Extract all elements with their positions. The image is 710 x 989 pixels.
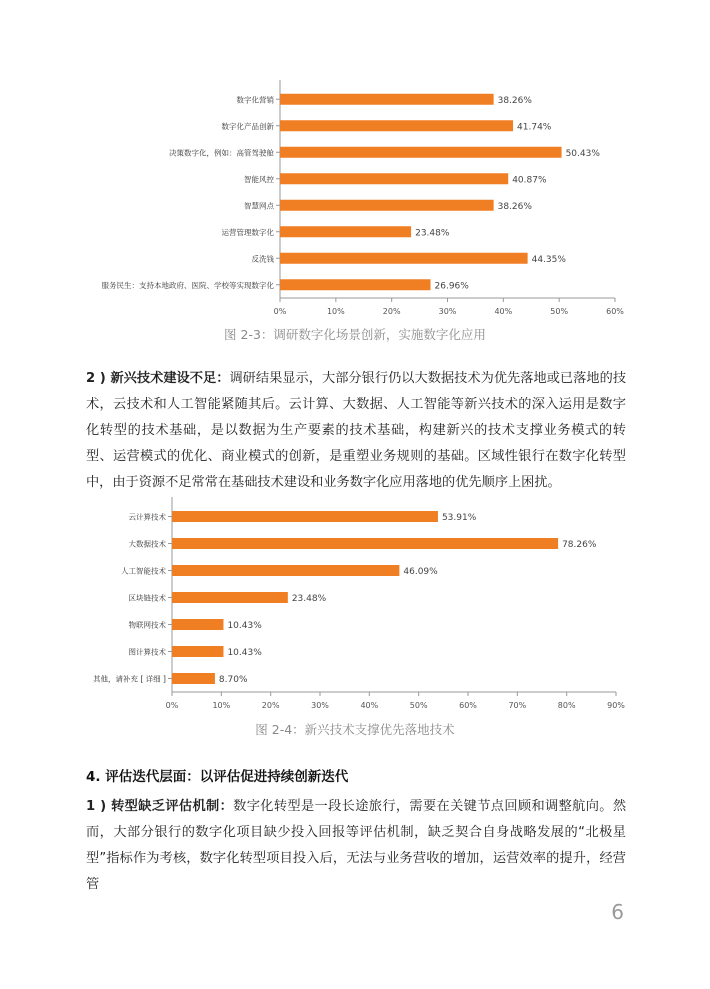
category-label: 图计算技术 — [128, 647, 166, 657]
value-label: 46.09% — [403, 567, 438, 577]
x-tick-label: 10% — [212, 701, 231, 710]
section1-lead: 1 ) 转型缺乏评估机制： — [86, 799, 234, 814]
category-label: 数字化营销 — [236, 95, 274, 105]
category-label: 物联网技术 — [128, 620, 166, 630]
section2-body: 调研结果显示，大部分银行仍以大数据技术为优先落地或已落地的技术，云技术和人工智能紧随其后。云计算、大数据、人工智能等新兴技术的深入运用是数字化转型的技术基础，是以数据为生产要素的技术基础，构建新兴的技术支撑业务模式的转型、运营模式的优化、商业模式的创新，是重塑业务规则的基础。区域性银行在数字化转型中，由于资源不足常常在基础技术建设和业务数字化应用落地的优先顺序上困扰。 — [86, 371, 627, 490]
bar — [280, 226, 411, 237]
value-label: 8.70% — [218, 675, 248, 685]
category-label: 反洗钱 — [251, 254, 274, 264]
category-label: 决策数字化，例如：高管驾驶舱 — [169, 148, 274, 158]
value-label: 10.43% — [227, 621, 262, 631]
value-label: 53.91% — [441, 513, 477, 523]
bar — [172, 592, 288, 603]
bar — [280, 200, 494, 211]
value-label: 38.26% — [497, 201, 532, 212]
category-label: 智慧网点 — [244, 201, 274, 211]
x-tick-label: 50% — [550, 307, 569, 316]
category-label: 大数据技术 — [128, 539, 166, 549]
x-tick-label: 20% — [261, 701, 280, 710]
value-label: 38.26% — [497, 95, 532, 106]
category-label: 其他，请补充 [ 详细 ] — [92, 674, 166, 684]
value-label: 50.43% — [565, 148, 600, 159]
page-number: 6 — [611, 900, 624, 924]
bar — [280, 279, 431, 290]
x-tick-label: 90% — [607, 701, 625, 710]
x-tick-label: 10% — [326, 307, 345, 316]
category-label: 服务民生：支持本地政府、医院、学校等实现数字化 — [101, 280, 274, 290]
bar — [172, 511, 438, 522]
x-tick-label: 0% — [165, 701, 179, 710]
section1-paragraph — [86, 794, 626, 898]
chart2-caption: 图 2-4：新兴技术支撑优先落地技术 — [255, 722, 455, 737]
value-label: 41.74% — [517, 122, 552, 133]
bar — [172, 565, 399, 576]
category-label: 区块链技术 — [128, 593, 166, 603]
value-label: 10.43% — [227, 648, 262, 658]
value-label: 78.26% — [562, 540, 597, 550]
bar — [280, 120, 513, 131]
value-label: 40.87% — [512, 175, 547, 186]
section2-paragraph — [86, 366, 626, 496]
bar — [172, 646, 223, 657]
value-label: 26.96% — [434, 281, 469, 292]
x-tick-label: 40% — [360, 701, 379, 710]
category-label: 数字化产品创新 — [221, 121, 274, 131]
scenario-bar-chart — [0, 80, 710, 320]
bar — [172, 538, 558, 549]
x-tick-label: 70% — [508, 701, 527, 710]
value-label: 44.35% — [531, 254, 566, 265]
bar — [172, 619, 223, 630]
section2-lead: 2 ) 新兴技术建设不足： — [86, 371, 230, 386]
x-tick-label: 30% — [438, 307, 457, 316]
value-label: 23.48% — [291, 594, 327, 604]
category-label: 人工智能技术 — [121, 566, 166, 576]
x-tick-label: 40% — [494, 307, 513, 316]
x-tick-label: 50% — [409, 701, 428, 710]
bar — [172, 673, 215, 684]
x-tick-label: 20% — [382, 307, 401, 316]
x-tick-label: 30% — [311, 701, 329, 710]
chart1-caption: 图 2-3：调研数字化场景创新，实施数字化应用 — [224, 327, 486, 342]
value-label: 23.48% — [415, 228, 450, 239]
bar — [280, 253, 528, 264]
bar — [280, 173, 508, 184]
technology-bar-chart — [0, 497, 710, 712]
category-label: 运营管理数字化 — [221, 227, 274, 237]
x-tick-label: 0% — [273, 307, 287, 316]
x-tick-label: 60% — [606, 307, 624, 316]
category-label: 智能风控 — [244, 174, 274, 184]
section1-body: 数字化转型是一段长途旅行，需要在关键节点回顾和调整航向。然而，大部分银行的数字化项目缺少投入回报等评估机制，缺乏契合自身战略发展的“北极星型”指标作为考核，数字化转型项目投入后，无法与业务营收的增加，运营效率的提升，经营管 — [86, 799, 627, 892]
category-label: 云计算技术 — [128, 512, 166, 522]
x-tick-label: 80% — [557, 701, 576, 710]
section-heading: 4. 评估迭代层面：以评估促进持续创新迭代 — [86, 769, 349, 785]
bar — [280, 147, 562, 158]
x-tick-label: 60% — [459, 701, 477, 710]
bar — [280, 94, 494, 105]
